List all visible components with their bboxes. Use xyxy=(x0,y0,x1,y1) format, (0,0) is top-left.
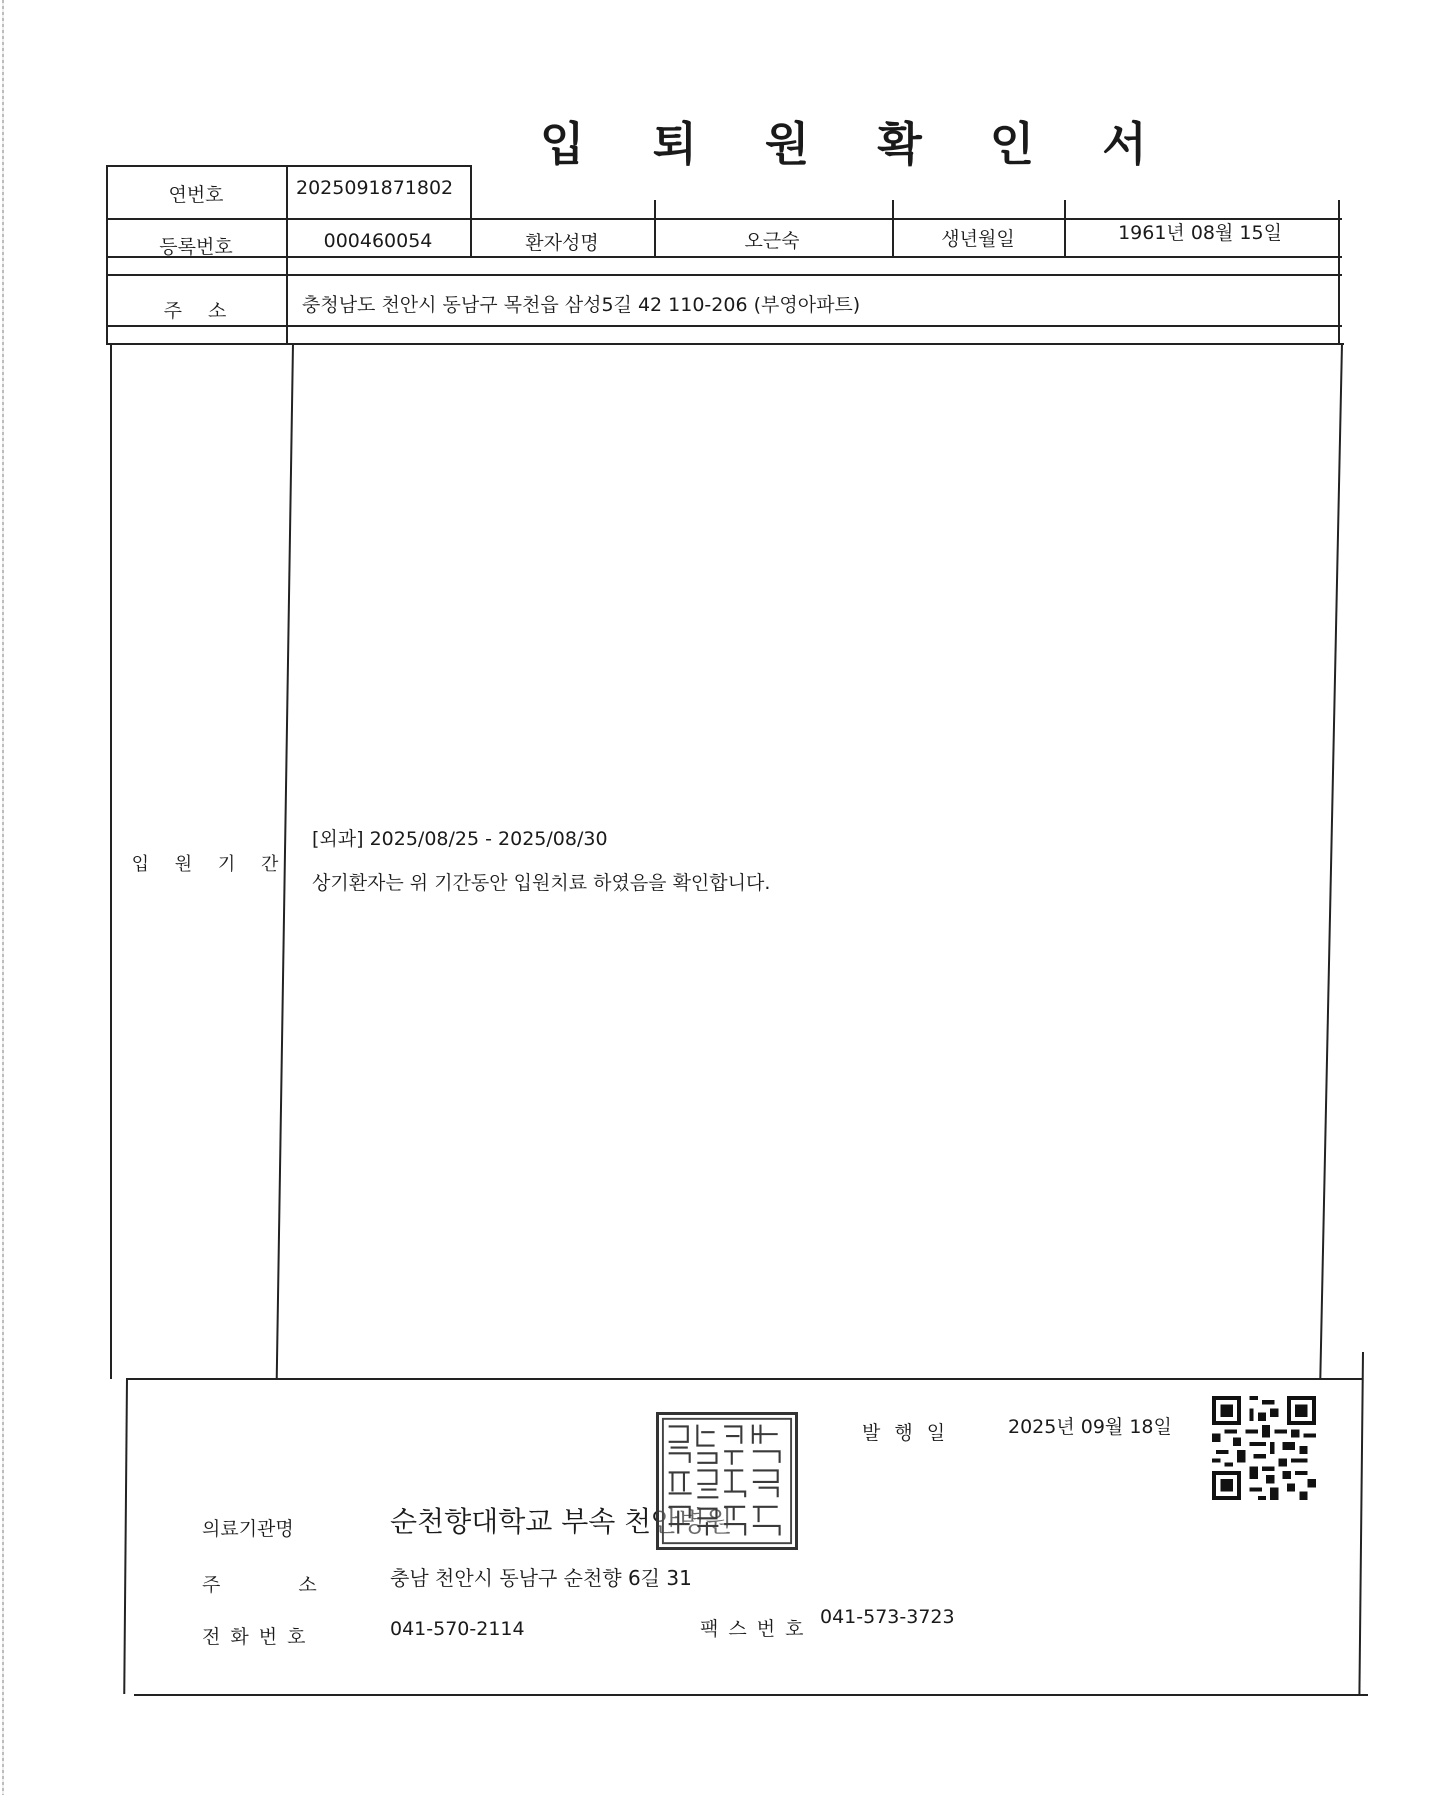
serial-label: 연번호 xyxy=(168,184,224,206)
admission-label: 입 원 기 간 xyxy=(131,854,289,875)
document-title: 입 퇴 원 확 인 서 xyxy=(540,117,1173,171)
institution-name: 순천향대학교 부속 천안병원 xyxy=(390,1505,733,1538)
scan-edge xyxy=(2,0,4,1795)
fax-value: 041-573-3723 xyxy=(820,1606,955,1628)
issue-date-label: 발 행 일 xyxy=(862,1422,950,1444)
institution-label: 의료기관명 xyxy=(202,1518,294,1540)
official-seal-icon xyxy=(656,1412,798,1550)
footer-address-label: 주 소 xyxy=(202,1574,353,1596)
address-value: 충청남도 천안시 동남구 목천읍 삼성5길 42 110-206 (부영아파트) xyxy=(302,294,861,316)
issue-date-value: 2025년 09월 18일 xyxy=(1008,1416,1172,1438)
fax-label: 팩 스 번 호 xyxy=(700,1618,806,1640)
birth-date-value: 1961년 08월 15일 xyxy=(1118,222,1282,244)
footer-address-value: 충남 천안시 동남구 순천향 6길 31 xyxy=(390,1566,692,1590)
admission-statement: 상기환자는 위 기간동안 입원치료 하였음을 확인합니다. xyxy=(312,872,771,894)
registration-value: 000460054 xyxy=(323,230,433,252)
serial-value: 2025091871802 xyxy=(296,177,454,199)
address-label: 주 소 xyxy=(163,300,237,322)
phone-label: 전 화 번 호 xyxy=(202,1626,308,1648)
phone-value: 041-570-2114 xyxy=(390,1618,525,1640)
patient-name-label: 환자성명 xyxy=(525,232,599,254)
patient-name-value: 오근숙 xyxy=(744,230,800,252)
qr-code-icon xyxy=(1212,1396,1316,1500)
birth-date-label: 생년월일 xyxy=(941,228,1015,250)
registration-label: 등록번호 xyxy=(159,236,233,258)
admission-period: [외과] 2025/08/25 - 2025/08/30 xyxy=(312,828,608,850)
